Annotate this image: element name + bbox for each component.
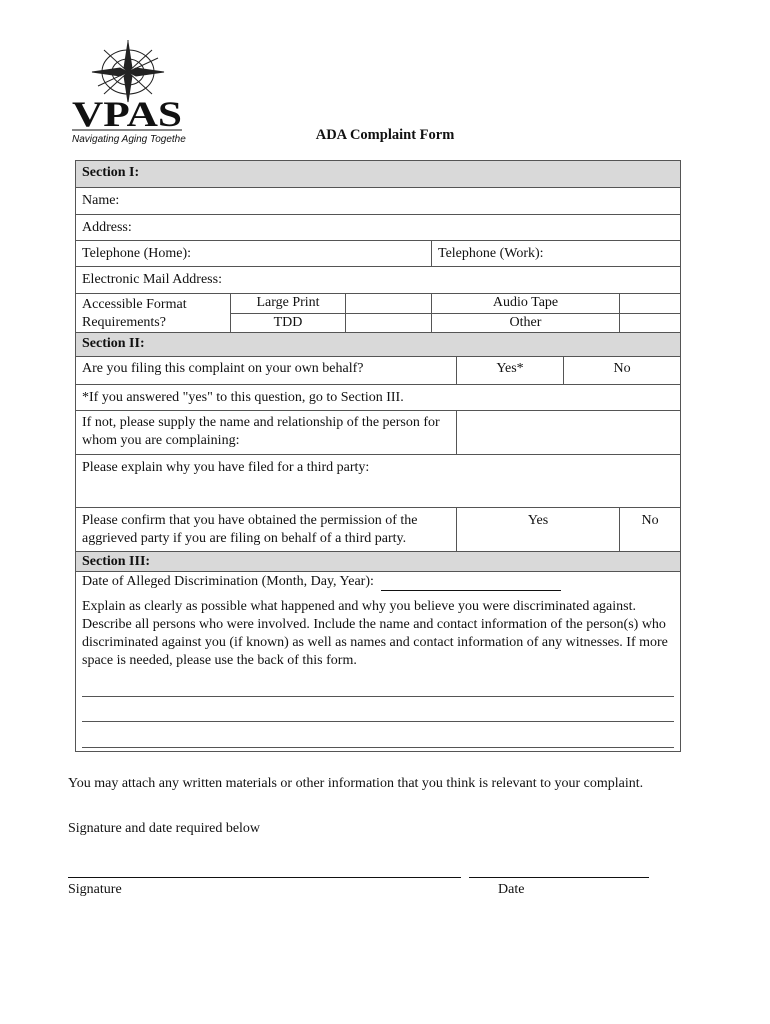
telephone-work-field[interactable]: Telephone (Work): — [432, 241, 681, 267]
section3-header: Section III: — [76, 552, 681, 572]
explain-answer-line-1[interactable] — [82, 670, 674, 697]
section1-header: Section I: — [76, 161, 681, 188]
explain-answer-line-3[interactable] — [82, 722, 674, 748]
format-label: Accessible Format Requirements? — [76, 294, 231, 333]
explain-answer-line-2[interactable] — [82, 697, 674, 722]
audio-tape-checkbox[interactable] — [620, 294, 681, 314]
audio-tape-label: Audio Tape — [432, 294, 620, 314]
explain-third-answer-row — [76, 481, 681, 508]
section3-body — [76, 572, 681, 752]
format-row-1 — [76, 294, 681, 314]
other-checkbox[interactable] — [620, 313, 681, 333]
tdd-checkbox[interactable] — [346, 313, 432, 333]
if-yes-note-row — [76, 385, 681, 411]
section2-header-row — [76, 333, 681, 357]
logo-tagline: Navigating Aging Together — [72, 134, 186, 145]
own-behalf-row — [76, 357, 681, 385]
logo-brand: VPAS — [72, 94, 182, 134]
date-input-line[interactable] — [381, 576, 561, 591]
own-behalf-question: Are you filing this complaint on your own behalf? — [76, 357, 457, 385]
attach-note: You may attach any written materials or other information that you think is relevant to your complaint. — [68, 776, 644, 791]
own-behalf-yes[interactable]: Yes* — [457, 357, 564, 385]
explain-third-question: Please explain why you have filed for a third party: — [76, 455, 681, 481]
section3-body-row — [76, 572, 681, 752]
other-label: Other — [432, 313, 620, 333]
telephone-home-field[interactable]: Telephone (Home): — [76, 241, 432, 267]
if-not-question: If not, please supply the name and relationship of the person for whom you are complaining: — [76, 411, 457, 455]
form-title: ADA Complaint Form — [315, 127, 455, 143]
address-field[interactable]: Address: — [76, 215, 681, 241]
signature-required-note: Signature and date required below — [68, 821, 261, 836]
permission-no[interactable]: No — [620, 508, 681, 552]
if-not-answer-field[interactable] — [457, 411, 681, 455]
explain-third-row — [76, 455, 681, 481]
permission-yes[interactable]: Yes — [457, 508, 620, 552]
name-field[interactable]: Name: — [76, 188, 681, 215]
name-row — [76, 188, 681, 215]
own-behalf-no[interactable]: No — [564, 357, 681, 385]
permission-question: Please confirm that you have obtained the permission of the aggrieved party if you are filing on behalf of a third party. — [76, 508, 457, 552]
date-label-footer: Date — [498, 882, 525, 897]
section1-header-row — [76, 161, 681, 188]
address-row — [76, 215, 681, 241]
if-yes-note: *If you answered "yes" to this question, go to Section III. — [76, 385, 681, 411]
large-print-label: Large Print — [231, 294, 346, 314]
telephone-row — [76, 241, 681, 267]
signature-line[interactable] — [68, 877, 461, 878]
large-print-checkbox[interactable] — [346, 294, 432, 314]
tdd-label: TDD — [231, 313, 346, 333]
permission-row — [76, 508, 681, 552]
section2-header: Section II: — [76, 333, 681, 357]
date-label: Date of Alleged Discrimination (Month, Day, Year): — [82, 574, 374, 589]
explain-instructions: Explain as clearly as possible what happened and why you believe you were discriminated against. Describe all persons who were involved. Include the name and contact information of the person(s) who discriminated against you (if known) as well as names and contact information of any witnesses. If more space is needed, please use the back of this form. — [82, 599, 668, 668]
email-field[interactable]: Electronic Mail Address: — [76, 267, 681, 294]
email-row — [76, 267, 681, 294]
explain-third-answer-field[interactable] — [76, 481, 681, 508]
if-not-row — [76, 411, 681, 455]
signature-label: Signature — [68, 882, 122, 897]
section3-header-row — [76, 552, 681, 572]
date-line[interactable] — [469, 877, 649, 878]
complaint-form-table — [75, 160, 681, 752]
